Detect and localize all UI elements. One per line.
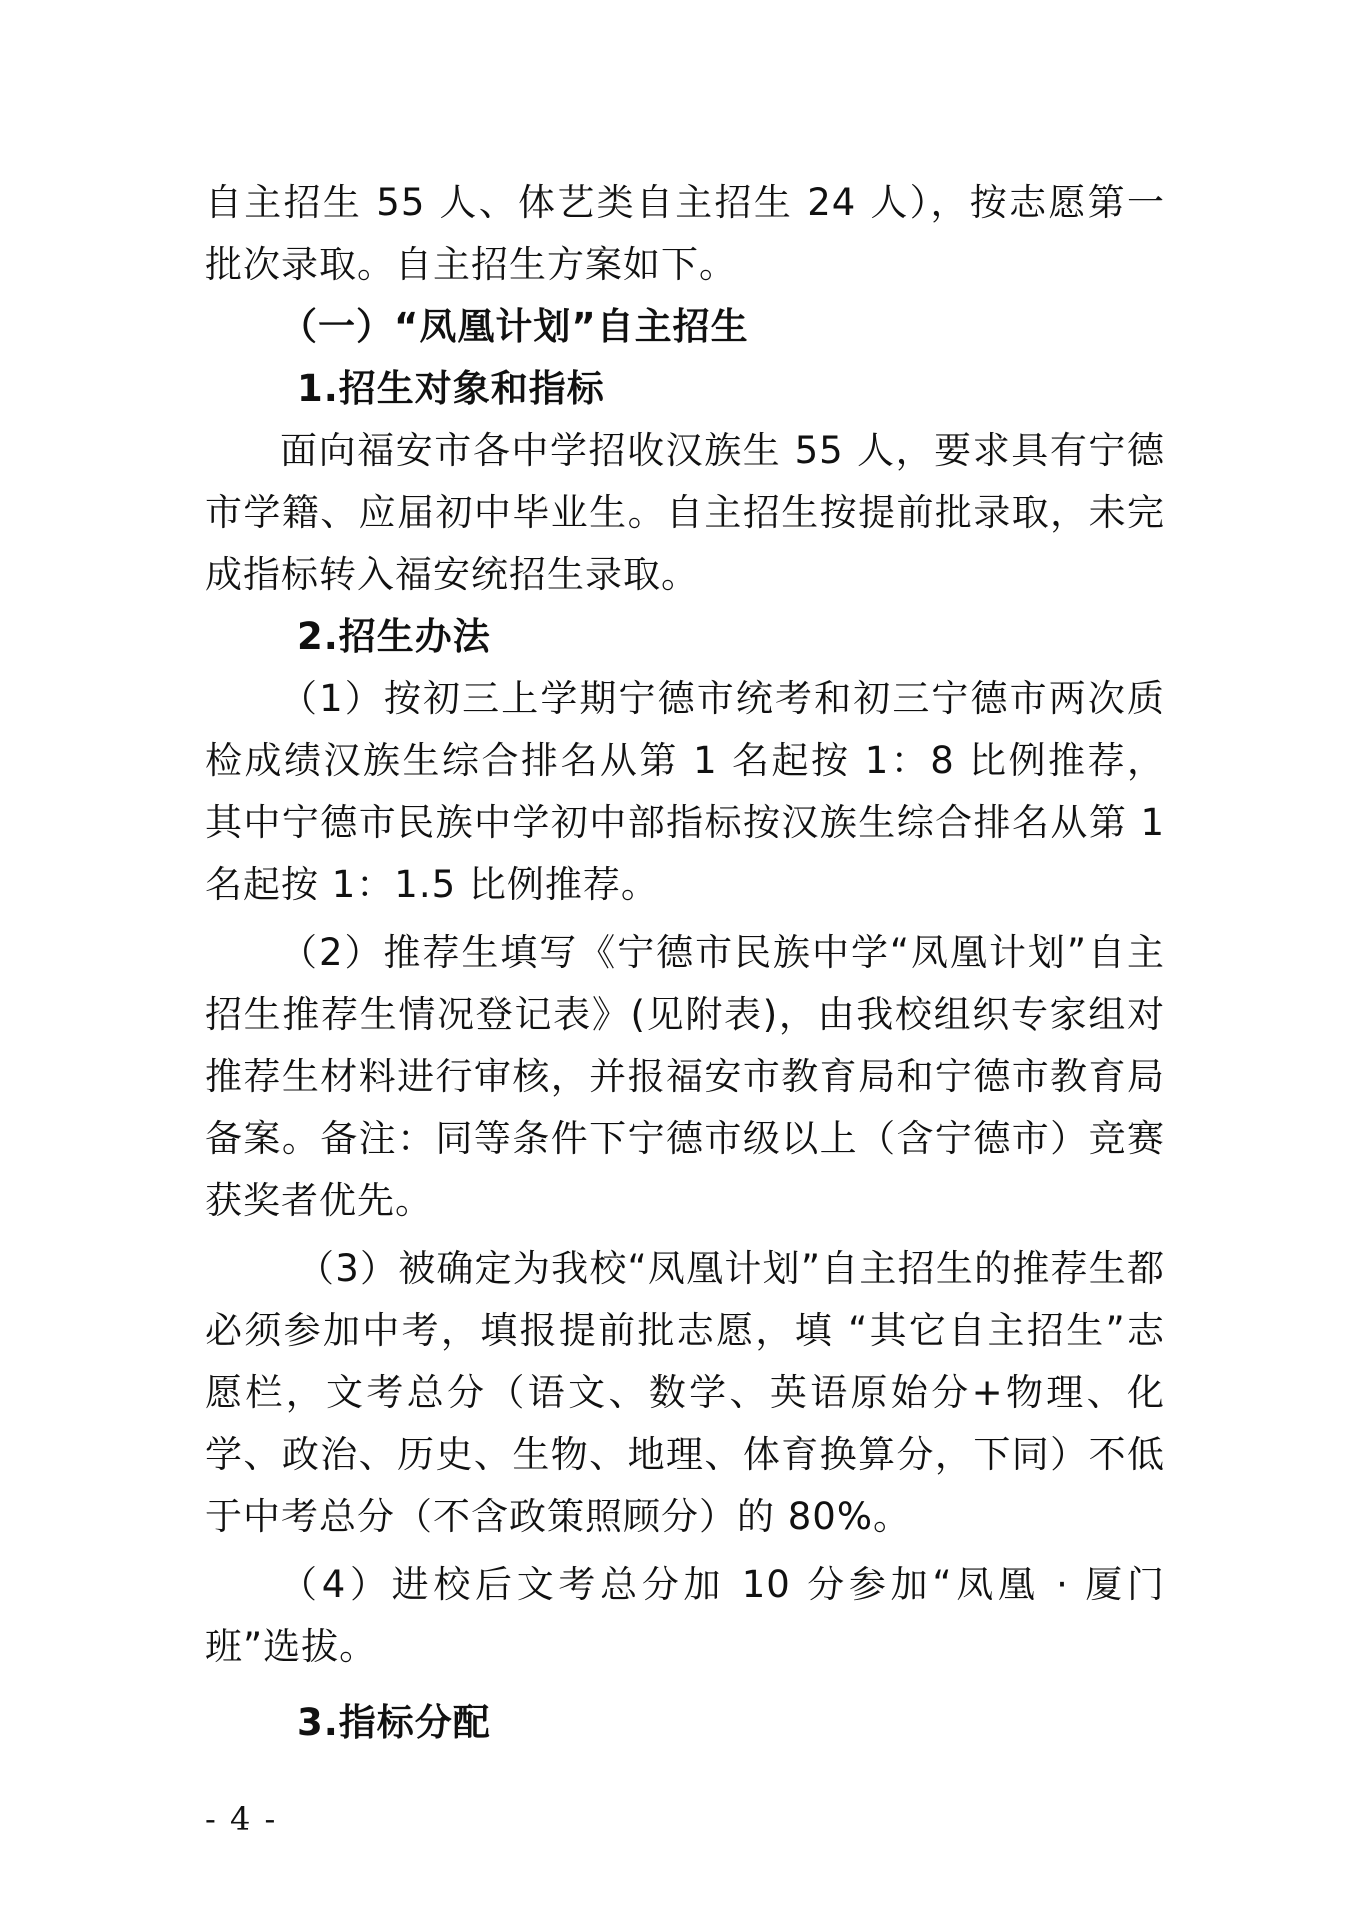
subsection-1-heading: 1.招生对象和指标 xyxy=(297,367,605,410)
subsection-2-heading: 2.招生办法 xyxy=(297,615,491,658)
method-item-4: （4）进校后文考总分加 10 分参加“凤凰 · 厦门班”选拔。 xyxy=(205,1563,1165,1668)
page-number: - 4 - xyxy=(205,1800,278,1838)
subsection-1-paragraph: 面向福安市各中学招收汉族生 55 人，要求具有宁德市学籍、应届初中毕业生。自主招生按提前批录取，未完成指标转入福安统招生录取。 xyxy=(205,429,1165,596)
document-body xyxy=(205,172,1165,1754)
method-item-1: （1）按初三上学期宁德市统考和初三宁德市两次质检成绩汉族生综合排名从第 1 名起按 1：8 比例推荐，其中宁德市民族中学初中部指标按汉族生综合排名从第 1 名起按 1：1.5 比例推荐。 xyxy=(205,677,1165,906)
method-item-3: （3）被确定为我校“凤凰计划”自主招生的推荐生都必须参加中考，填报提前批志愿，填 “其它自主招生”志愿栏，文考总分（语文、数学、英语原始分+物理、化学、政治、历史、生物、地理、体育换算分，下同）不低于中考总分（不含政策照顾分）的 80%。 xyxy=(205,1247,1165,1538)
subsection-3-heading: 3.指标分配 xyxy=(297,1701,491,1744)
method-item-2: （2）推荐生填写《宁德市民族中学“凤凰计划”自主招生推荐生情况登记表》(见附表)，由我校组织专家组对推荐生材料进行审核，并报福安市教育局和宁德市教育局备案。备注：同等条件下宁德市级以上（含宁德市）竞赛获奖者优先。 xyxy=(205,931,1165,1222)
intro-paragraph: 自主招生 55 人、体艺类自主招生 24 人），按志愿第一批次录取。自主招生方案如下。 xyxy=(205,181,1165,286)
section-heading: （一）“凤凰计划”自主招生 xyxy=(280,305,749,348)
